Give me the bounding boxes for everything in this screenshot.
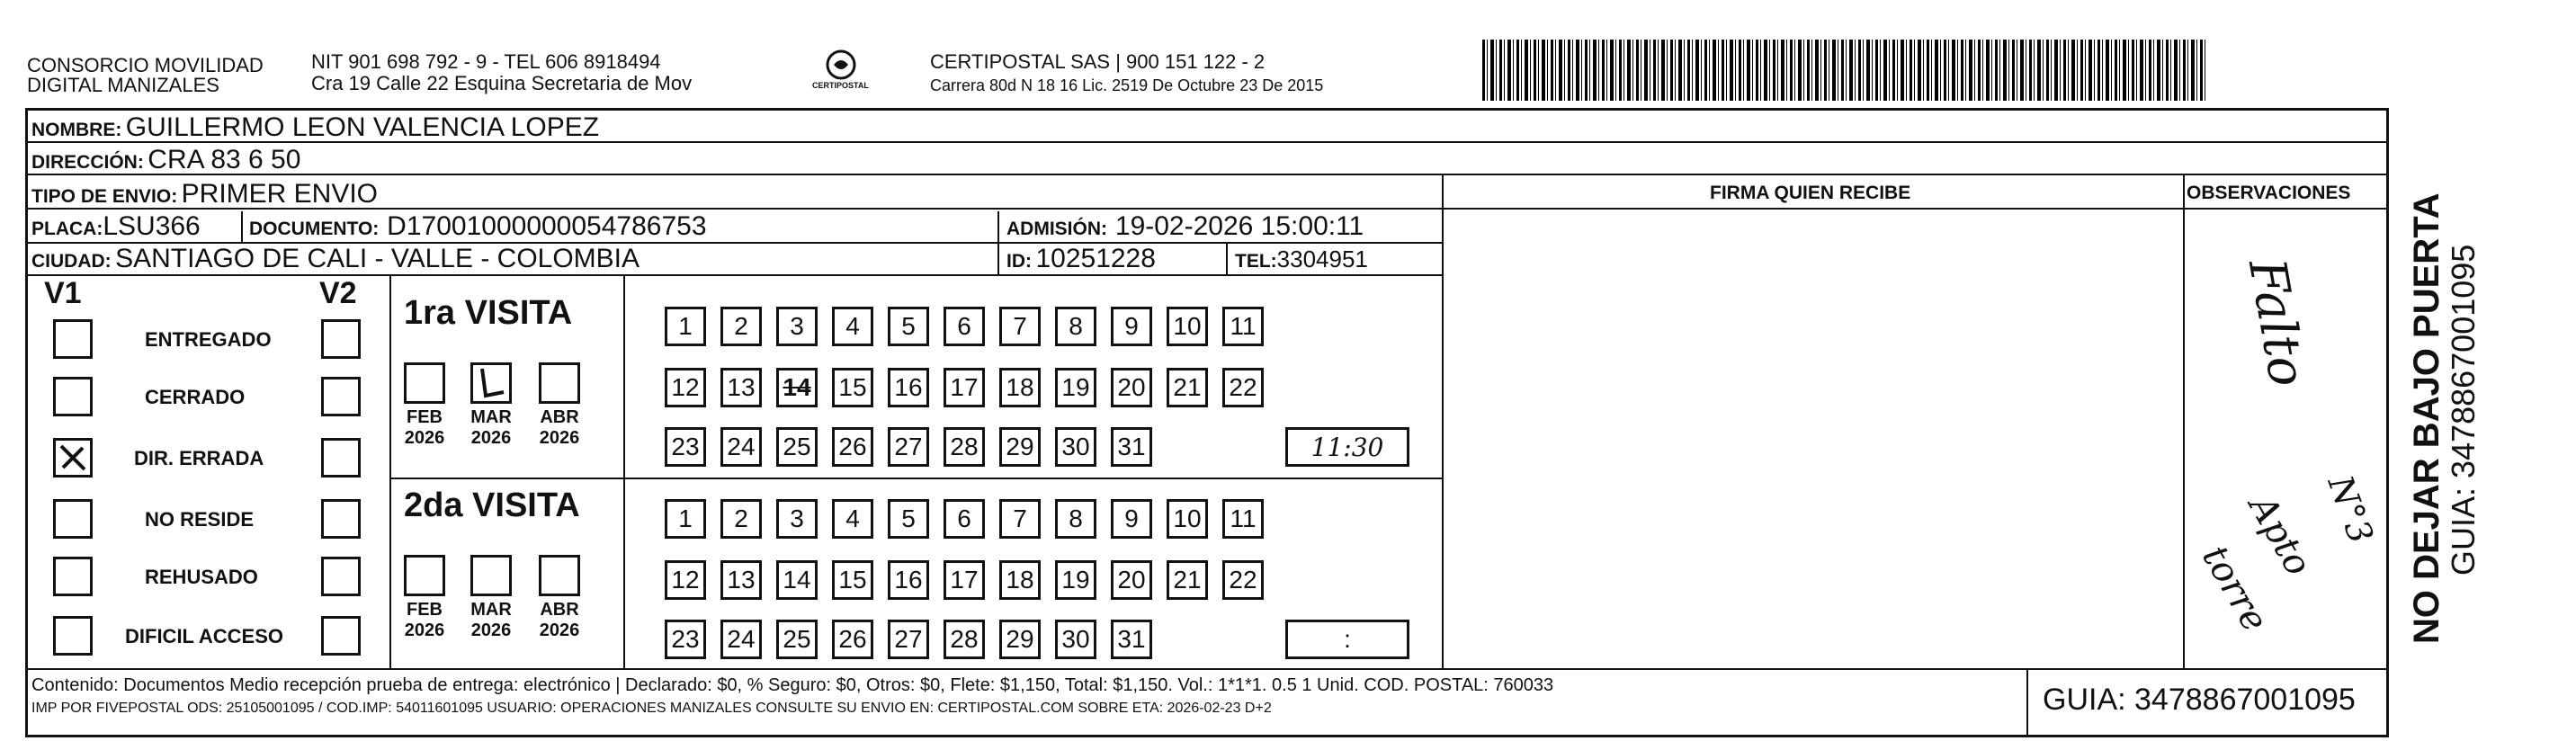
second-visit-day[interactable]: 2	[720, 499, 762, 539]
v2-checkbox[interactable]	[321, 319, 361, 359]
second-visit-day[interactable]: 25	[776, 620, 818, 659]
observation-handwriting-3: Apto	[2241, 488, 2320, 583]
placa-cell	[31, 211, 201, 242]
company-name-line2: DIGITAL MANIZALES	[27, 74, 219, 96]
row-direccion	[28, 143, 2386, 175]
tel-cell	[1235, 246, 1368, 273]
second-visit-day[interactable]: 19	[1055, 560, 1096, 600]
address-line: Cra 19 Calle 22 Esquina Secretaria de Mov	[311, 72, 693, 94]
observation-handwriting-1: Falto	[2236, 254, 2317, 391]
second-visit-day[interactable]: 30	[1055, 620, 1096, 659]
admision-label: ADMISIÓN:	[1006, 219, 1107, 239]
status-label: NO RESIDE	[145, 508, 255, 531]
v2-checkbox[interactable]	[321, 616, 361, 656]
v2-label: V2	[319, 276, 357, 310]
month-year: 2026	[539, 428, 580, 448]
v2-checkbox[interactable]	[321, 499, 361, 539]
nombre-label: NOMBRE:	[31, 120, 122, 140]
second-visit-day[interactable]: 20	[1111, 560, 1152, 600]
status-label: DIFICIL ACCESO	[125, 625, 284, 647]
month-label	[464, 600, 518, 641]
month-checkbox-mar[interactable]	[470, 555, 512, 596]
second-visit-day[interactable]: 14	[776, 560, 818, 600]
v1-checkbox[interactable]	[53, 319, 93, 359]
first-visit-day[interactable]: 29	[999, 427, 1041, 467]
divider	[241, 211, 243, 242]
first-visit-day[interactable]: 27	[888, 427, 929, 467]
second-visit-day[interactable]: 17	[944, 560, 985, 600]
nit-line: NIT 901 698 792 - 9 - TEL 606 8918494	[311, 50, 661, 73]
month-name: MAR	[470, 600, 512, 620]
month-name: MAR	[470, 407, 512, 427]
first-visit-day[interactable]: 25	[776, 427, 818, 467]
first-visit-day[interactable]: 6	[944, 307, 985, 346]
placa-value: LSU366	[103, 211, 201, 241]
month-checkbox-abr[interactable]	[539, 362, 580, 404]
second-visit-day[interactable]: 15	[832, 560, 873, 600]
footer-contenido: Contenido: Documentos Medio recepción prueba de entrega: electrónico | Declarado: $0, % Seguro: $0, Otros: $0, Flete: $1,150, Total: $1,150. Vol.: 1*1*1. 0.5 1 Unid. COD. POSTAL: 760033	[31, 675, 1554, 695]
first-visit-day[interactable]: 26	[832, 427, 873, 467]
second-visit-day[interactable]: 13	[720, 560, 762, 600]
second-visit-day[interactable]: 12	[665, 560, 706, 600]
ciudad-label: CIUDAD:	[31, 251, 112, 272]
tel-label: TEL:	[1235, 251, 1277, 272]
first-visit-label: 1ra VISITA	[404, 294, 573, 332]
first-visit-day[interactable]: 4	[832, 307, 873, 346]
id-label: ID:	[1006, 251, 1032, 272]
tipo-value: PRIMER ENVIO	[181, 179, 379, 209]
month-year: 2026	[470, 428, 512, 448]
first-visit-day[interactable]: 9	[1111, 307, 1152, 346]
guia-vertical: GUIA: 3478867001095	[2445, 244, 2482, 576]
direccion-label: DIRECCIÓN:	[31, 152, 144, 173]
divider-months	[623, 274, 625, 668]
second-visit-day[interactable]: 31	[1111, 620, 1152, 659]
v1-checkbox[interactable]	[53, 438, 93, 478]
tipo-label: TIPO DE ENVIO:	[31, 186, 178, 207]
first-visit-day[interactable]: 24	[720, 427, 762, 467]
handwritten-mark-icon	[473, 365, 509, 401]
second-visit-time[interactable]: :	[1285, 620, 1409, 659]
status-label: DIR. ERRADA	[134, 447, 264, 469]
id-cell	[1006, 244, 1156, 274]
barcode	[1482, 40, 2207, 101]
second-visit-day[interactable]: 10	[1167, 499, 1208, 539]
month-year: 2026	[539, 621, 580, 640]
v2-checkbox[interactable]	[321, 557, 361, 596]
month-label	[532, 407, 586, 449]
first-visit-day[interactable]: 7	[999, 307, 1041, 346]
row-divider-ciudad	[28, 274, 1442, 276]
first-visit-day[interactable]: 28	[944, 427, 985, 467]
v1-checkbox[interactable]	[53, 377, 93, 416]
observaciones-label: OBSERVACIONES	[2187, 183, 2351, 203]
v2-checkbox[interactable]	[321, 377, 361, 416]
month-year: 2026	[404, 621, 445, 640]
second-visit-day[interactable]: 21	[1167, 560, 1208, 600]
v1-label: V1	[44, 276, 82, 310]
firma-label: FIRMA QUIEN RECIBE	[1710, 183, 1911, 203]
first-visit-day[interactable]: 15	[832, 368, 873, 407]
second-visit-day[interactable]: 23	[665, 620, 706, 659]
first-visit-day[interactable]: 22	[1222, 368, 1264, 407]
admision-value: 19-02-2026 15:00:11	[1114, 211, 1364, 241]
documento-value: D17001000000054786753	[387, 211, 707, 241]
first-visit-day[interactable]: 14	[776, 368, 818, 407]
divider-footer	[28, 668, 2386, 670]
first-visit-day[interactable]: 13	[720, 368, 762, 407]
second-visit-day[interactable]: 3	[776, 499, 818, 539]
month-label	[464, 407, 518, 449]
month-label	[398, 407, 452, 449]
v1-checkbox[interactable]	[53, 499, 93, 539]
second-visit-day[interactable]: 29	[999, 620, 1041, 659]
second-visit-day[interactable]: 22	[1222, 560, 1264, 600]
observation-handwriting-2: N°3	[2320, 470, 2382, 549]
nombre-value: GUILLERMO LEON VALENCIA LOPEZ	[125, 112, 600, 142]
first-visit-day[interactable]: 17	[944, 368, 985, 407]
first-visit-time[interactable]: 11:30	[1285, 427, 1409, 467]
first-visit-day[interactable]: 10	[1167, 307, 1208, 346]
first-visit-day[interactable]: 16	[888, 368, 929, 407]
placa-label: PLACA:	[31, 219, 103, 239]
first-visit-day[interactable]: 1	[665, 307, 706, 346]
first-visit-day[interactable]: 5	[888, 307, 929, 346]
month-checkbox-feb[interactable]	[404, 555, 445, 596]
second-visit-day[interactable]: 4	[832, 499, 873, 539]
certipostal-logo	[814, 45, 868, 99]
second-visit-day[interactable]: 5	[888, 499, 929, 539]
divider-observaciones	[2183, 175, 2185, 668]
second-visit-label: 2da VISITA	[404, 487, 580, 524]
logo-mark-icon	[814, 45, 868, 99]
first-visit-day[interactable]: 11	[1222, 307, 1264, 346]
first-visit-day[interactable]: 19	[1055, 368, 1096, 407]
certipostal-line: CERTIPOSTAL SAS | 900 151 122 - 2	[930, 50, 1266, 73]
v1-checkbox[interactable]	[53, 557, 93, 596]
documento-label: DOCUMENTO:	[249, 219, 380, 239]
month-year: 2026	[470, 621, 512, 640]
divider-firma	[1442, 175, 1444, 668]
month-label	[532, 600, 586, 641]
second-visit-day[interactable]: 26	[832, 620, 873, 659]
ciudad-cell	[31, 244, 640, 274]
month-checkbox-mar[interactable]	[470, 362, 512, 404]
footer-guia: GUIA: 3478867001095	[2043, 683, 2356, 717]
no-dejar-bajo-puerta: NO DEJAR BAJO PUERTA	[2407, 192, 2446, 644]
row-nombre	[28, 111, 2386, 143]
month-checkbox-abr[interactable]	[539, 555, 580, 596]
second-visit-day[interactable]: 7	[999, 499, 1041, 539]
month-name: ABR	[540, 407, 579, 427]
first-visit-day[interactable]: 30	[1055, 427, 1096, 467]
delivery-form	[25, 108, 2389, 737]
footer-imp-line: IMP POR FIVEPOSTAL ODS: 25105001095 / COD.IMP: 54011601095 USUARIO: OPERACIONES MANIZALES CONSULTE SU ENVIO EN: CERTIPOSTAL.COM SOBRE ETA: 2026-02-23 D+2	[31, 701, 1272, 716]
second-visit-day[interactable]: 24	[720, 620, 762, 659]
second-visit-day[interactable]: 27	[888, 620, 929, 659]
first-visit-day[interactable]: 21	[1167, 368, 1208, 407]
v2-checkbox[interactable]	[321, 438, 361, 478]
license-line: Carrera 80d N 18 16 Lic. 2519 De Octubre 23 De 2015	[930, 76, 1324, 94]
divider-visits	[389, 478, 1442, 479]
status-label: ENTREGADO	[145, 328, 272, 351]
second-visit-day[interactable]: 11	[1222, 499, 1264, 539]
second-visit-day[interactable]: 9	[1111, 499, 1152, 539]
first-visit-day[interactable]: 8	[1055, 307, 1096, 346]
month-label	[398, 600, 452, 641]
second-visit-day[interactable]: 6	[944, 499, 985, 539]
second-visit-day[interactable]: 16	[888, 560, 929, 600]
month-name: FEB	[407, 407, 443, 427]
first-visit-day[interactable]: 31	[1111, 427, 1152, 467]
direccion-value: CRA 83 6 50	[148, 145, 301, 174]
status-label: REHUSADO	[145, 566, 258, 588]
ciudad-value: SANTIAGO DE CALI - VALLE - COLOMBIA	[115, 244, 640, 273]
row-tipo	[28, 175, 2386, 210]
id-value: 10251228	[1035, 244, 1156, 273]
month-name: ABR	[540, 600, 579, 620]
check-mark-icon	[56, 441, 90, 475]
divider	[997, 211, 999, 274]
first-visit-day[interactable]: 12	[665, 368, 706, 407]
first-visit-day[interactable]: 23	[665, 427, 706, 467]
observation-handwriting-4: torre	[2194, 539, 2276, 639]
documento-cell	[249, 211, 707, 242]
second-visit-day[interactable]: 8	[1055, 499, 1096, 539]
first-visit-day[interactable]: 20	[1111, 368, 1152, 407]
second-visit-day[interactable]: 18	[999, 560, 1041, 600]
second-visit-day[interactable]: 1	[665, 499, 706, 539]
month-checkbox-feb[interactable]	[404, 362, 445, 404]
divider-guia	[2026, 668, 2028, 735]
company-name-line1: CONSORCIO MOVILIDAD	[27, 54, 264, 76]
logo-text: CERTIPOSTAL	[812, 81, 869, 90]
v1-checkbox[interactable]	[53, 616, 93, 656]
first-visit-day[interactable]: 3	[776, 307, 818, 346]
first-visit-day[interactable]: 2	[720, 307, 762, 346]
month-name: FEB	[407, 600, 443, 620]
tel-value: 3304951	[1276, 246, 1368, 272]
second-visit-day[interactable]: 28	[944, 620, 985, 659]
first-visit-day[interactable]: 18	[999, 368, 1041, 407]
divider-status	[389, 274, 391, 668]
status-label: CERRADO	[145, 386, 246, 408]
divider	[1226, 244, 1228, 274]
month-year: 2026	[404, 428, 445, 448]
admision-cell	[1006, 211, 1364, 242]
